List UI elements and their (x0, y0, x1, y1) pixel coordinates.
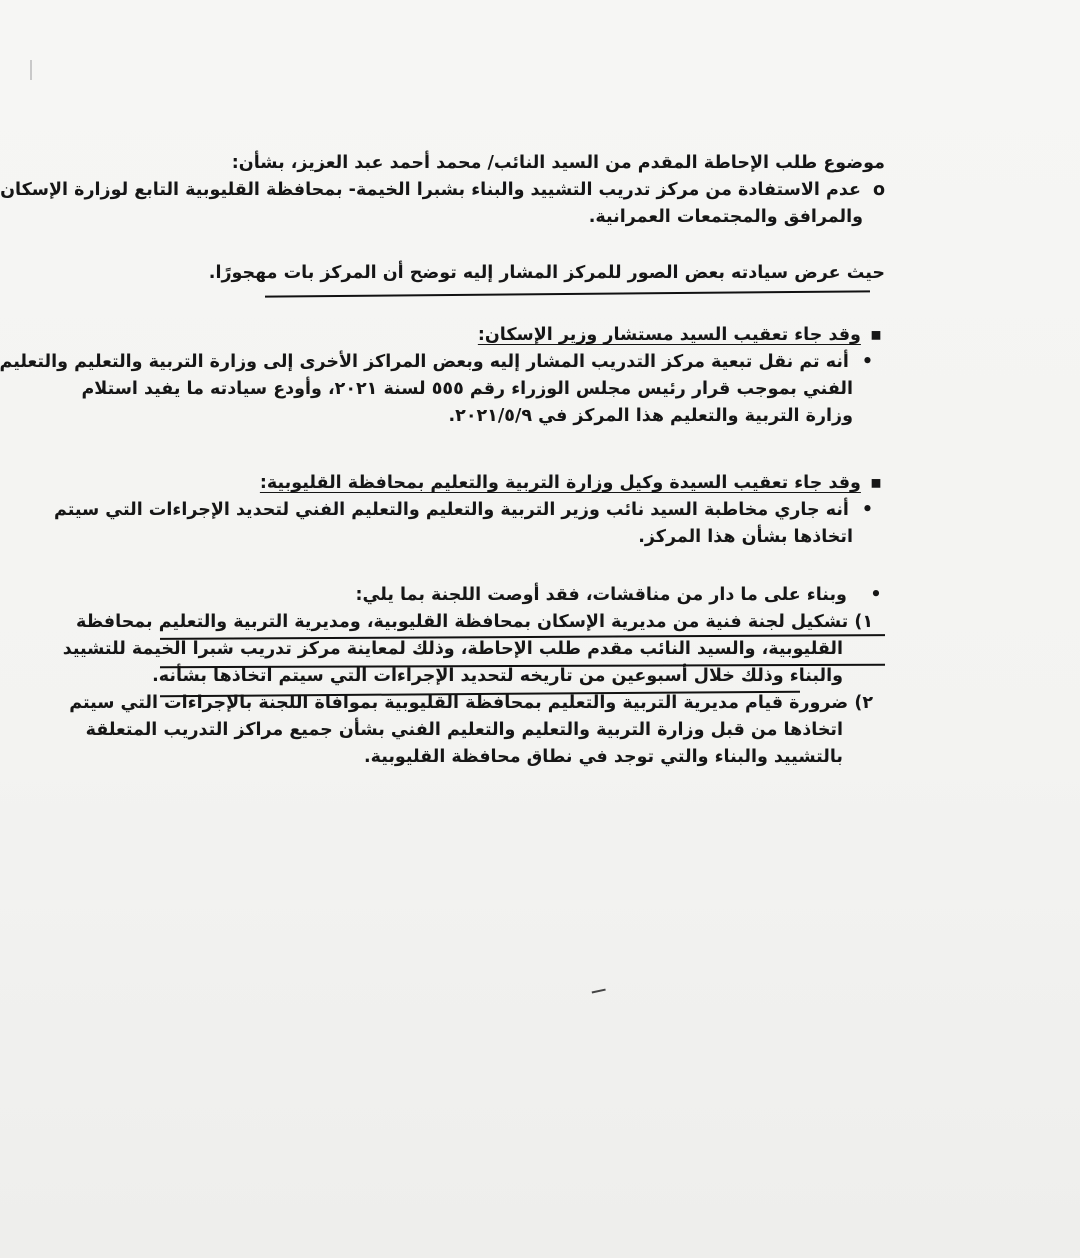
subject-item-line2: والمرافق والمجتمعات العمرانية. (588, 207, 863, 227)
section-education-line2: اتخاذها بشأن هذا المركز. (638, 527, 853, 547)
highlight-block (150, 260, 885, 287)
recommendation-2-line2: اتخاذها من قبل وزارة التربية والتعليم والتعليم الفني بشأن جميع مراكز التدريب المتعلقة (85, 720, 843, 740)
section-education-text1: أنه جاري مخاطبة السيد نائب وزير التربية والتعليم والتعليم الفني لتحديد الإجراءات التي سيتم (53, 500, 849, 520)
section-housing-heading-text: وقد جاء تعقيب السيد مستشار وزير الإسكان: (477, 325, 861, 345)
scan-edge-mark (30, 60, 32, 80)
recommendation-2-number: ٢) (854, 693, 873, 713)
circle-bullet-icon: o (872, 180, 885, 200)
section-housing (0, 322, 885, 430)
section-recommendations (62, 582, 885, 771)
subject-name: محمد أحمد عبد العزيز (297, 153, 482, 173)
subject-suffix: ، بشأن: (231, 153, 298, 173)
round-bullet-icon: • (861, 500, 873, 520)
highlight-underline (265, 290, 870, 297)
recommendation-1-line3: والبناء وذلك خلال أسبوعين من تاريخه لتحديد الإجراءات التي سيتم اتخاذها بشأنه. (152, 666, 843, 686)
recommendation-1-number: ١) (854, 612, 873, 632)
section-housing-heading (150, 322, 885, 349)
recommendations-intro (150, 582, 885, 609)
section-education (53, 470, 885, 551)
recommendations-intro-text: وبناء على ما دار من مناقشات، فقد أوصت اللجنة بما يلي: (355, 585, 847, 605)
subject-item-text1: عدم الاستفادة من مركز تدريب التشييد والبناء بشبرا الخيمة- بمحافظة القليوبية التابع لوزارة الإسكان (0, 180, 861, 200)
subject-prefix: موضوع طلب الإحاطة المقدم من السيد النائب/ (481, 153, 885, 173)
recommendation-2-text1: ضرورة قيام مديرية التربية والتعليم بمحافظة القليوبية بموافاة اللجنة بالإجراءات التي سيتم (69, 693, 849, 713)
subject-heading (150, 150, 885, 177)
section-education-line1 (53, 497, 885, 524)
section-education-heading-text: وقد جاء تعقيب السيدة وكيل وزارة التربية والتعليم بمحافظة القليوبية: (259, 473, 861, 493)
section-education-heading (150, 470, 885, 497)
round-bullet-icon: • (870, 585, 882, 605)
subject-item-line1 (0, 177, 885, 204)
round-bullet-icon: • (861, 352, 873, 372)
highlight-text: حيث عرض سيادته بعض الصور للمركز المشار إليه توضح أن المركز بات مهجورًا. (208, 263, 885, 283)
section-housing-line2: الفني بموجب قرار رئيس مجلس الوزراء رقم ٥٥٥ لسنة ٢٠٢١، وأودع سيادته ما يفيد استلام (81, 379, 853, 399)
square-bullet-icon: ▪ (870, 473, 882, 493)
section-housing-line3: وزارة التربية والتعليم هذا المركز في ٢٠٢١/٥/٩. (448, 406, 853, 426)
recommendation-1-text1: تشكيل لجنة فنية من مديرية الإسكان بمحافظة القليوبية، ومديرية التربية والتعليم بمحافظة (76, 612, 849, 632)
subject-block (0, 150, 885, 231)
recommendation-1-line1 (76, 609, 885, 636)
section-housing-line1 (0, 349, 885, 376)
stray-pen-mark (592, 989, 607, 997)
section-housing-text1: أنه تم نقل تبعية مركز التدريب المشار إليه وبعض المراكز الأخرى إلى وزارة التربية والتعليم والتعليم (0, 352, 849, 372)
square-bullet-icon: ▪ (870, 325, 882, 345)
recommendation-1-line2: القليوبية، والسيد النائب مقدم طلب الإحاطة، وذلك لمعاينة مركز تدريب شبرا الخيمة للتشييد (62, 639, 843, 659)
recommendation-2-line3: بالتشييد والبناء والتي توجد في نطاق محافظة القليوبية. (363, 747, 843, 767)
